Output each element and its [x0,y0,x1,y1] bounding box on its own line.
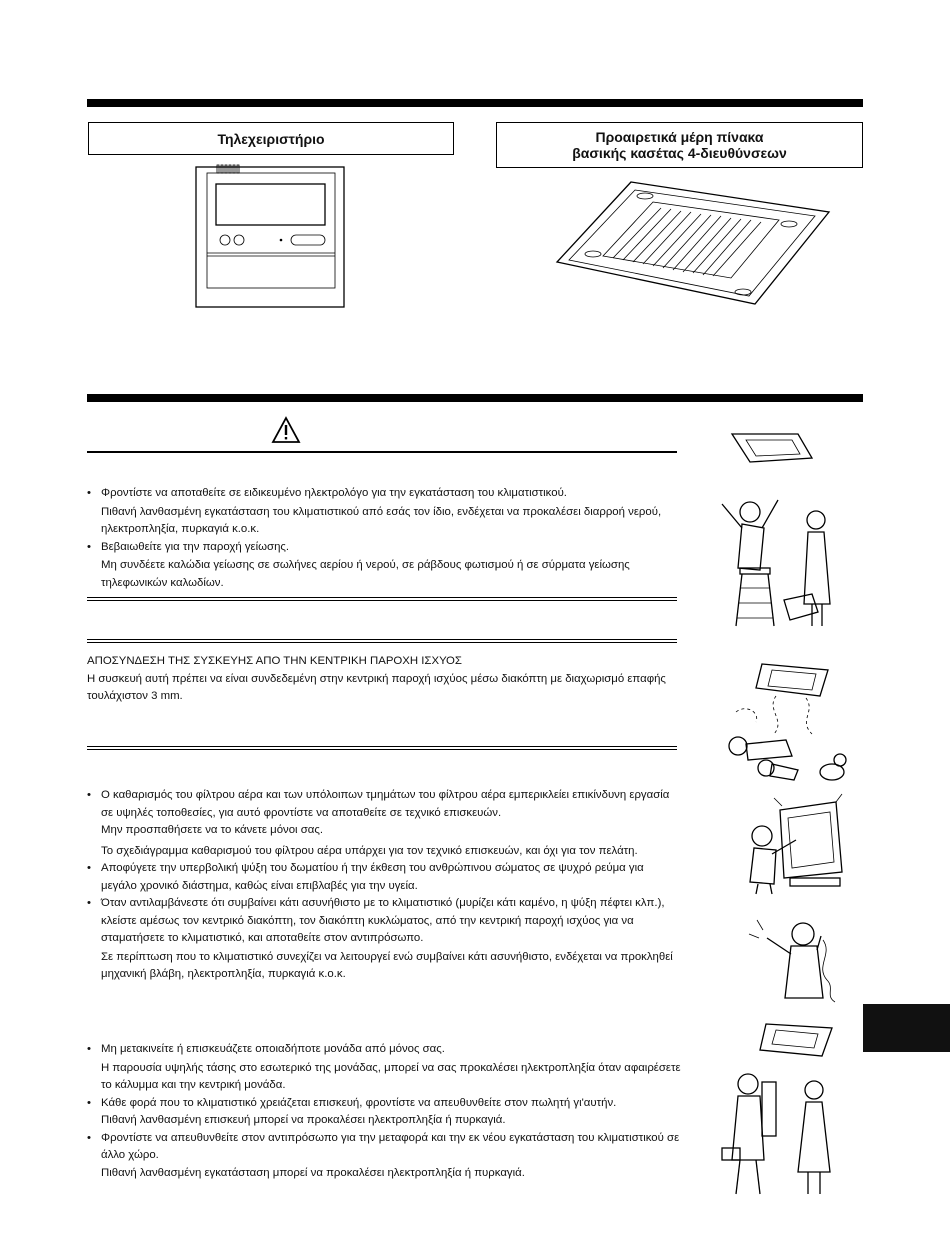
section-electrical [87,485,682,592]
installer-illustration [712,428,852,633]
list-note: Πιθανή λανθασμένη εγκατάσταση μπορεί να προκαλέσει ηλεκτροπληξία ή πυρκαγιά. [101,1166,525,1179]
repairman-illustration [718,1020,858,1200]
remote-title: Τηλεχειριστήριο [217,130,325,147]
list-note: Η παρουσία υψηλής τάσης στο εσωτερικό της μονάδας, μπορεί να σας προκαλέσει ηλεκτροπληξία όταν αφαιρέσετε το κάλυμμα και την κεντρική μονάδα. [101,1061,681,1091]
divider [87,639,677,640]
list-item: • Μη μετακινείτε ή επισκευάζετε οποιαδήποτε μονάδα από μόνος σας. [87,1041,682,1059]
panel-title-line1: Προαιρετικά μέρη πίνακα [595,129,764,145]
panel-title-box [496,122,863,168]
remote-controller-illustration [195,163,347,311]
list-note: Πιθανή λανθασμένη επισκευή μπορεί να προκαλέσει ηλεκτροπληξία ή πυρκαγιά. [101,1114,506,1126]
tv-child-illustration [744,792,854,897]
divider [87,642,677,643]
list-note: Σε περίπτωση που το κλιματιστικό συνεχίζει να λειτουργεί ενώ συμβαίνει κάτι ασυνήθιστο, ενδέχεται να προκληθεί μηχανική βλάβη, ηλεκτροπληξία, πυρκαγιά κ.ο.κ. [101,950,673,980]
list-item: • Βεβαιωθείτε για την παροχή γείωσης. [87,539,682,557]
divider [87,597,677,598]
woman-phone-illustration [745,910,855,1005]
section-rule [87,394,863,402]
warning-triangle-icon [271,416,301,444]
list-item: • Κάθε φορά που το κλιματιστικό χρειάζεται επισκευή, φροντίστε να απευθυνθείτε στον πωλητή γι'αυτήν. [87,1095,682,1113]
sleeping-family-illustration [716,660,856,785]
remote-title-box [88,122,454,155]
section-maintenance [87,787,682,984]
panel-title-line2: βασικής κασέτας 4-διευθύνσεων [572,145,787,161]
list-note: Μην προσπαθήσετε να το κάνετε μόνοι σας. [101,824,324,836]
warning-underline [87,451,677,453]
section-disconnect [87,653,682,706]
section-heading: ΑΠΟΣΥΝΔΕΣΗ ΤΗΣ ΣΥΣΚΕΥΗΣ ΑΠΟ ΤΗΝ ΚΕΝΤΡΙΚΗ ΠΑΡΟΧΗ ΙΣΧΥΟΣ [87,655,462,667]
list-item: • Φροντίστε να αποταθείτε σε ειδικευμένο ηλεκτρολόγο για την εγκατάσταση του κλιματιστικού. [87,485,682,503]
top-rule [87,99,863,107]
list-note: Πιθανή λανθασμένη εγκατάσταση του κλιματιστικού από εσάς τον ίδιο, ενδέχεται να προκαλέσει διαρροή νερού, ηλεκτροπληξία, πυρκαγιά κ.ο.κ. [101,505,662,535]
section-repair [87,1041,682,1182]
list-item: • Φροντίστε να απευθυνθείτε στον αντιπρόσωπο για την μεταφορά και την εκ νέου εγκατάσταση του κλιματιστικού σε άλλο χώρο. [87,1130,682,1165]
page-side-tab [863,1004,950,1052]
divider [87,746,677,747]
list-item: • Αποφύγετε την υπερβολική ψύξη του δωματίου ή την έκθεση του ανθρώπινου σώματος σε ψυχρό ρεύμα για μεγάλο χρονικό διάστημα, καθώς είναι επιβλαβές για την υγεία. [87,860,682,895]
divider [87,749,677,750]
list-item: • Όταν αντιλαμβάνεστε ότι συμβαίνει κάτι ασυνήθιστο με το κλιματιστικό (μυρίζει κάτι καμένο, η ψύξη πέφτει κλπ.), κλείστε αμέσως τον κεντρικό διακόπτη, τον διακόπτη κυκλώματος, από την κεντρική παροχή ισχύος για να σταματήσετε το κλιματιστικό, και αποταθείτε στον αντιπρόσωπο. [87,895,682,948]
list-note: Μη συνδέετε καλώδια γείωσης σε σωλήνες αερίου ή νερού, σε ράβδους φωτισμού ή σε σύρματα γείωσης τηλεφωνικών καλωδίων. [101,559,630,589]
cassette-panel-illustration [553,178,833,308]
list-note: Το σχεδιάγραμμα καθαρισμού του φίλτρου αέρα υπάρχει για τον τεχνικό επισκευών, και όχι για τον πελάτη. [101,844,638,857]
section-body: Η συσκευή αυτή πρέπει να είναι συνδεδεμένη στην κεντρική παροχή ισχύος μέσω διακόπτη με διαχωρισμό επαφής τουλάχιστον 3 mm. [87,672,666,702]
divider [87,600,677,601]
list-item: • Ο καθαρισμός του φίλτρου αέρα και των υπόλοιπων τμημάτων του φίλτρου αέρα εμπερικλείει επικίνδυνη εργασία σε υψηλές τοποθεσίες, για αυτό φροντίστε να αποταθείτε σε τεχνικό επισκευών. [87,787,682,822]
